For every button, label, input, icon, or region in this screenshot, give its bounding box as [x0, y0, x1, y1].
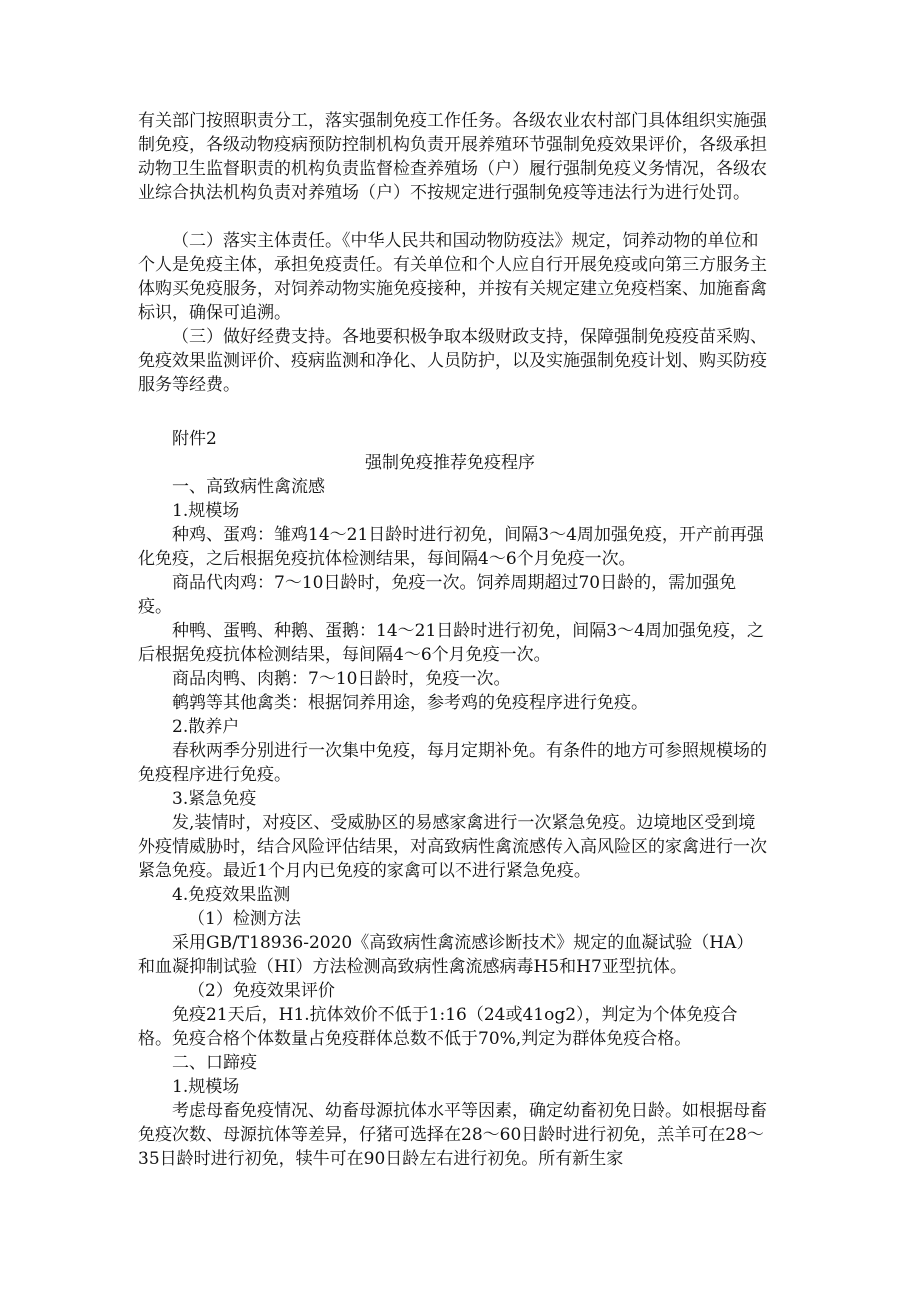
subheading-evaluation: （2）免疫效果评价 — [188, 981, 335, 1001]
document-title: 强制免疫推荐免疫程序 — [365, 453, 535, 473]
paragraph-detection-method: 采用GB/T18936-2020《高致病性禽流感诊断技术》规定的血凝试验（HA）和血凝抑制试验（HI）方法检测高致病性禽流感病毒H5和H7亚型抗体。 — [138, 933, 754, 977]
paragraph-evaluation: 免疫21天后，H1.抗体效价不低于1:16（24或41og2），判定为个体免疫合格。免疫合格个体数量占免疫群体总数不低于70%,判定为群体免疫合格。 — [138, 1005, 738, 1049]
section-heading-fmd: 二、口蹄疫 — [172, 1053, 257, 1073]
paragraph-meat-ducks-geese: 商品肉鸭、肉鹅：7～10日龄时，免疫一次。 — [172, 669, 511, 689]
paragraph-breeder-layer-chickens: 种鸡、蛋鸡：雏鸡14～21日龄时进行初免，间隔3～4周加强免疫，开产前再强化免疫，之后根据免疫抗体检测结果，每间隔4～6个月免疫一次。 — [138, 525, 764, 569]
paragraph-backyard-schedule: 春秋两季分别进行一次集中免疫，每月定期补免。有条件的地方可参照规模场的免疫程序进行免疫。 — [138, 741, 767, 785]
paragraph-fmd-initial-immunization: 考虑母畜免疫情况、幼畜母源抗体水平等因素，确定幼畜初免日龄。如根据母畜免疫次数、母源抗体等差异，仔猪可选择在28～60日龄时进行初免，羔羊可在28～35日龄时进行初免，犊牛可在90日龄左右进行初免。所有新生家 — [138, 1101, 767, 1169]
subheading-fmd-large-farms: 1.规模场 — [172, 1077, 240, 1097]
paragraph-broilers: 商品代肉鸡：7～10日龄时，免疫一次。饲养周期超过70日龄的，需加强免疫。 — [138, 573, 737, 617]
intro-paragraph — [138, 109, 770, 205]
paragraph-funding-support: （三）做好经费支持。各地要积极争取本级财政支持，保障强制免疫疫苗采购、免疫效果监测评价、疫病监测和净化、人员防护，以及实施强制免疫计划、购买防疫服务等经费。 — [138, 327, 767, 395]
paragraph-emergency: 发,装情时，对疫区、受威胁区的易感家禽进行一次紧急免疫。边境地区受到境外疫情威胁时，结合风险评估结果，对高致病性禽流感传入高风险区的家禽进行一次紧急免疫。最近1个月内已免疫的家禽可以不进行紧急免疫。 — [138, 813, 767, 881]
paragraph-duty-division: 有关部门按照职责分工，落实强制免疫工作任务。各级农业农村部门具体组织实施强制免疫，各级动物疫病预防控制机构负责开展养殖环节强制免疫效果评价，各级承担动物卫生监督职责的机构负责监督检查养殖场（户）履行强制免疫义务情况，各级农业综合执法机构负责对养殖场（户）不按规定进行强制免疫等违法行为进行处罚。 — [138, 111, 767, 203]
paragraph-subject-responsibility: （二）落实主体责任。《中华人民共和国动物防疫法》规定，饲养动物的单位和个人是免疫主体，承担免疫责任。有关单位和个人应自行开展免疫或向第三方服务主体购买免疫服务，对饲养动物实施免疫接种，并按有关规定建立免疫档案、加施畜禽标识，确保可追溯。 — [138, 231, 767, 323]
section-heading-avian-influenza: 一、高致病性禽流感 — [172, 477, 325, 497]
paragraph-other-poultry: 鹌鹑等其他禽类：根据饲养用途，参考鸡的免疫程序进行免疫。 — [172, 693, 648, 713]
paragraph-ducks-geese: 种鸭、蛋鸭、种鹅、蛋鹅：14～21日龄时进行初免，间隔3～4周加强免疫，之后根据免疫抗体检测结果，每间隔4～6个月免疫一次。 — [138, 621, 764, 665]
subheading-detection-method: （1）检测方法 — [188, 909, 301, 929]
subheading-monitoring: 4.免疫效果监测 — [172, 885, 291, 905]
subheading-emergency: 3.紧急免疫 — [172, 789, 257, 809]
subheading-backyard: 2.散养户 — [172, 717, 240, 737]
attachment-label: 附件2 — [172, 429, 217, 449]
subheading-large-farms: 1.规模场 — [172, 501, 240, 521]
